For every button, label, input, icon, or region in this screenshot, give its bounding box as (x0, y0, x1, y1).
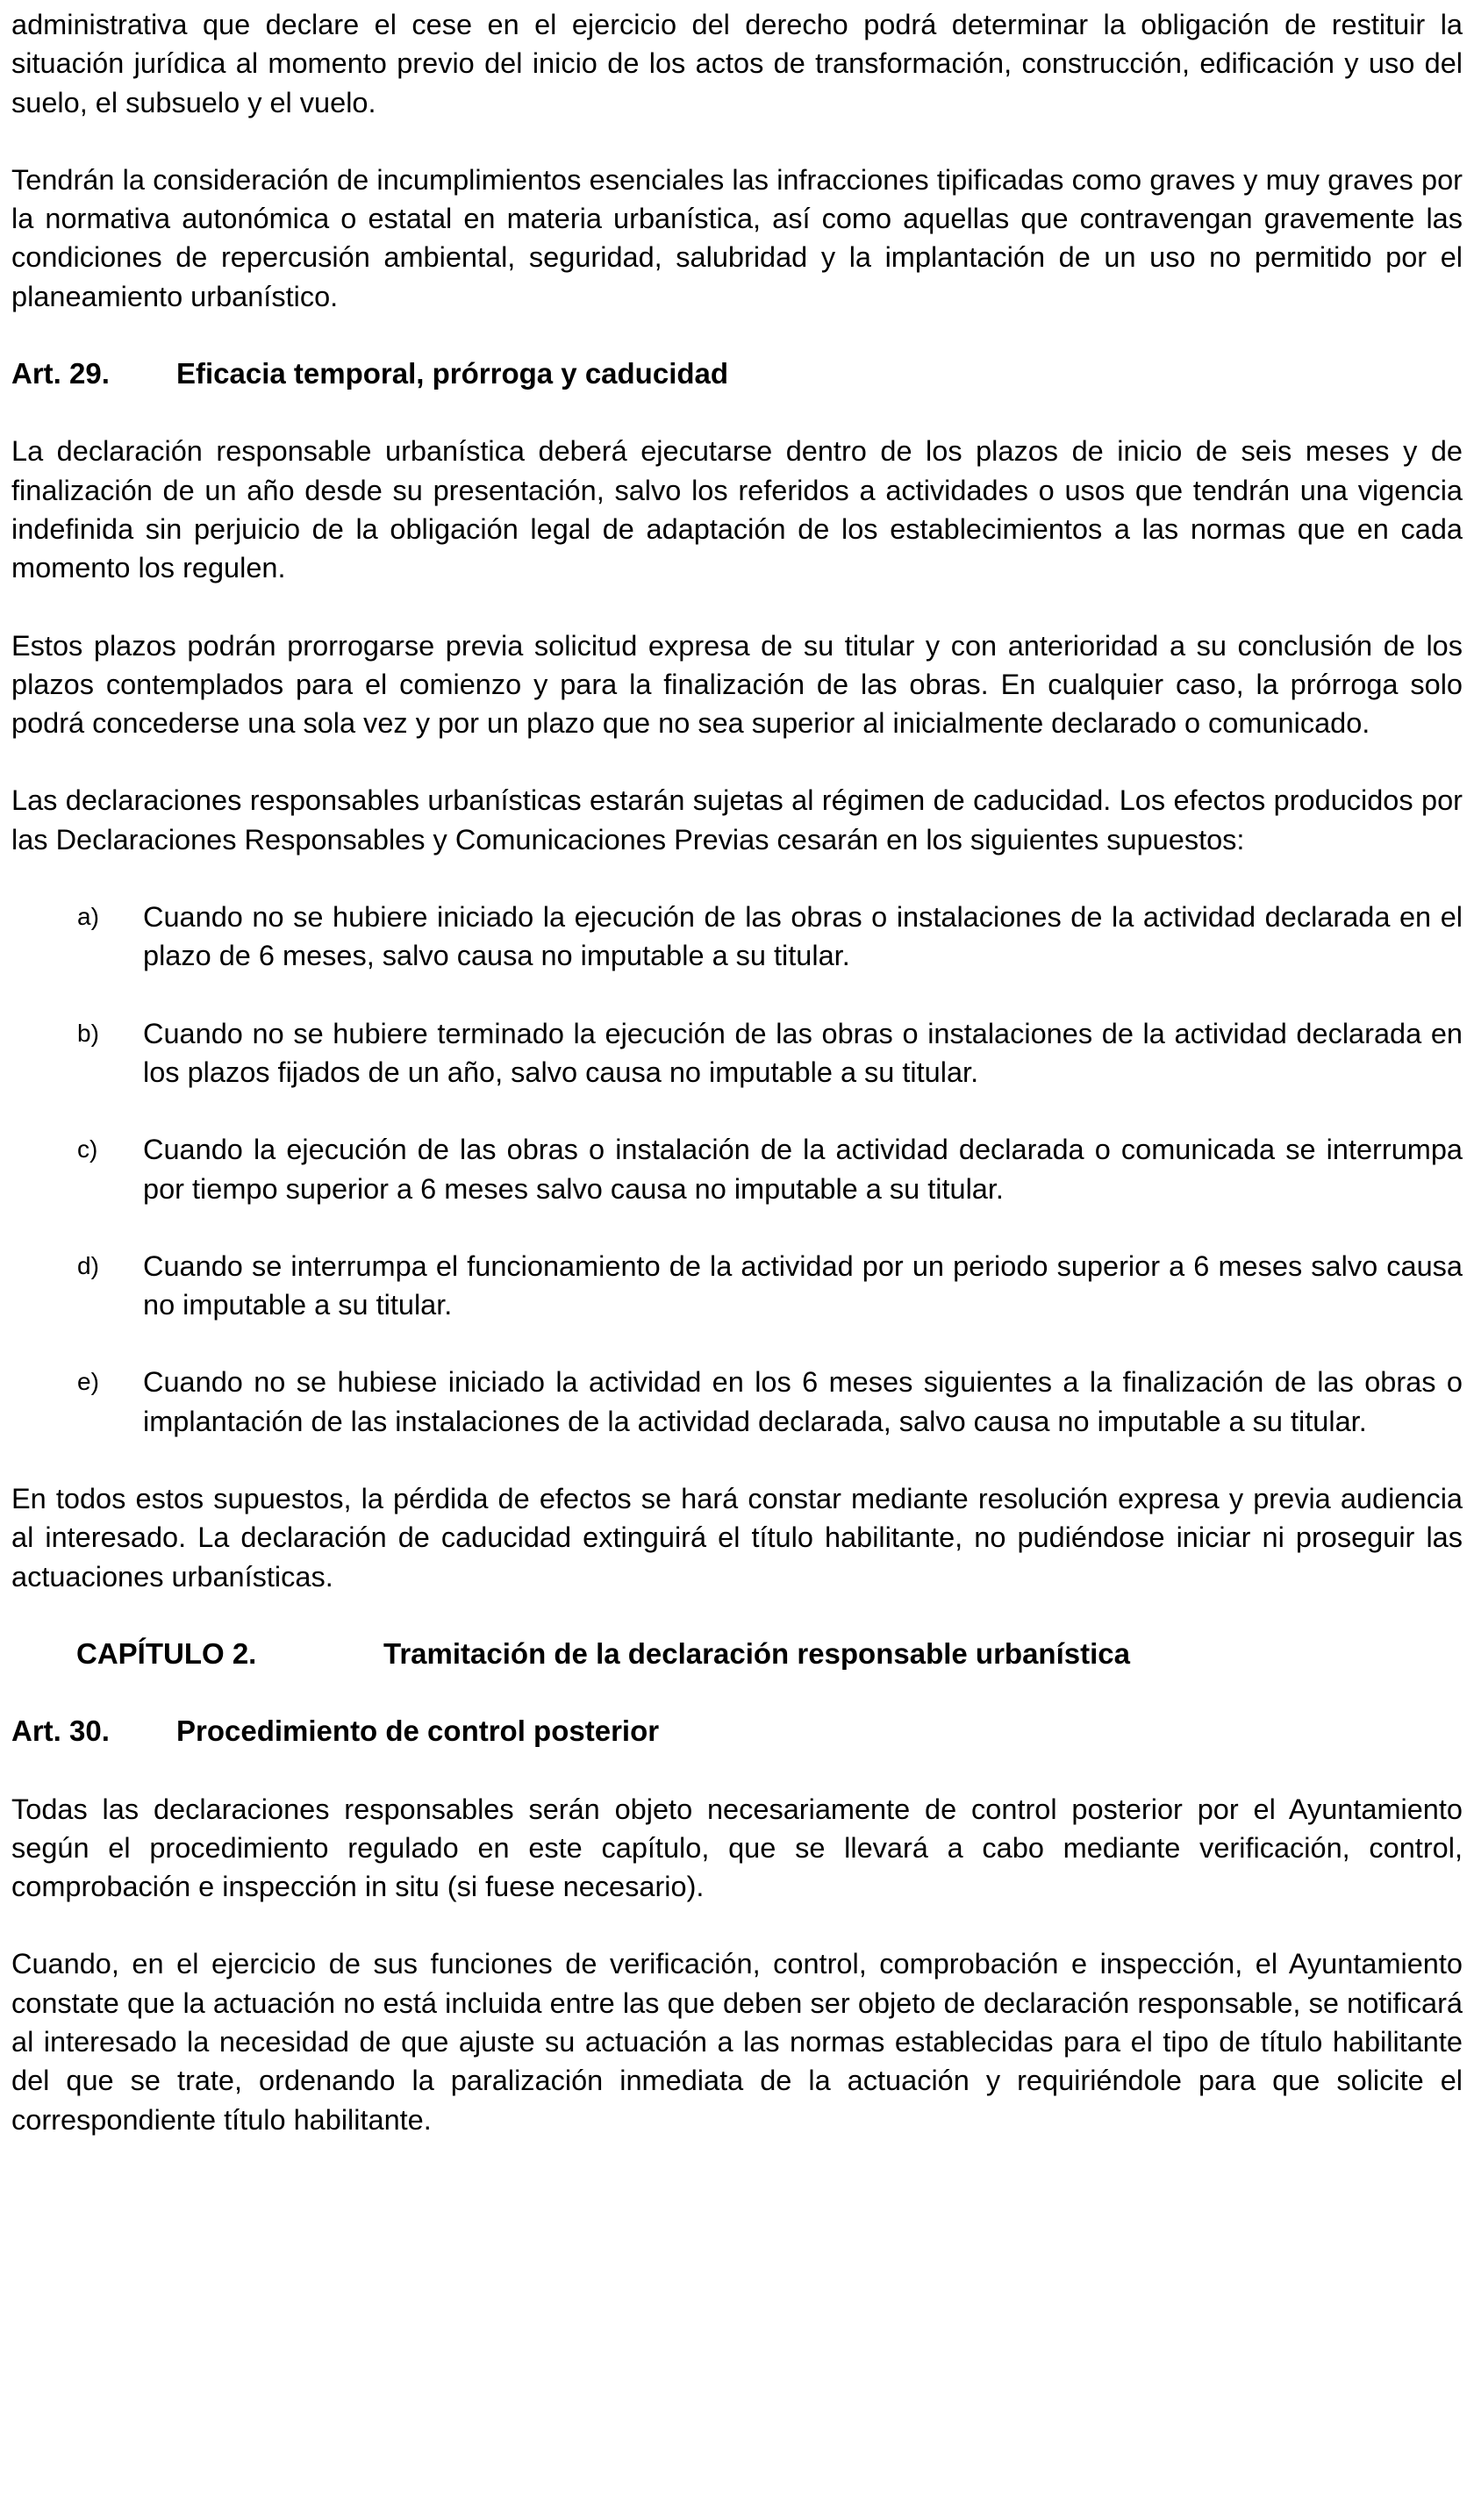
paragraph-extension: Estos plazos podrán prorrogarse previa solicitud expresa de su titular y con anterioridad a su conclusión de los plazos contemplados para el comienzo y para la finalización de las obras. En cualquier caso, la prórroga solo podrá concederse una sola vez y por un plazo que no sea superior al inicialmente declarado o comunicado. (11, 629, 1463, 740)
article-30-number: Art. 30. (11, 1715, 110, 1748)
chapter-2-number: CAPÍTULO 2. (76, 1636, 257, 1670)
paragraph-essential-breaches: Tendrán la consideración de incumplimientos esenciales las infracciones tipificadas como graves y muy graves por la normativa autonómica o estatal en materia urbanística, así como aquellas que contravengan gravemente las condiciones de repercusión ambiental, seguridad, salubridad y la implantación de un uso no permitido por el planeamiento urbanístico. (11, 163, 1463, 312)
list-item-letter: a) (77, 903, 99, 931)
list-item (11, 1363, 1463, 1441)
list-item-text: Cuando la ejecución de las obras o instalación de la actividad declarada o comunicada se interrumpa por tiempo superior a 6 meses salvo causa no imputable a su titular. (143, 1134, 1463, 1205)
article-29-title: Eficacia temporal, prórroga y caducidad (176, 357, 729, 390)
paragraph-deadlines: La declaración responsable urbanística deberá ejecutarse dentro de los plazos de inicio de seis meses y de finalización de un año desde su presentación, salvo los referidos a actividades o usos que tendrán una vigencia indefinida sin perjuicio de la obligación legal de adaptación de los establecimientos a las normas que en cada momento los regulen. (11, 435, 1463, 584)
article-30-heading (11, 1712, 1463, 1750)
paragraph-verification: Cuando, en el ejercicio de sus funciones de verificación, control, comprobación e inspección, el Ayuntamiento constate que la actuación no está incluida entre las que deben ser objeto de declaración responsable, se notificará al interesado la necesidad de que ajuste su actuación a las normas establecidas para el tipo de título habilitante del que se trate, ordenando la paralización inmediata de la actuación y requiriéndole para que solicite el correspondiente título habilitante. (11, 1948, 1463, 2136)
list-item-letter: c) (77, 1135, 98, 1163)
article-29-number: Art. 29. (11, 357, 110, 390)
list-item-text: Cuando se interrumpa el funcionamiento de la actividad por un periodo superior a 6 meses salvo causa no imputable a su titular. (143, 1249, 1463, 1321)
paragraph-loss-of-effects: En todos estos supuestos, la pérdida de efectos se hará constar mediante resolución expresa y previa audiencia al interesado. La declaración de caducidad extinguirá el título habilitante, no pudiéndose iniciar ni proseguir las actuaciones urbanísticas. (11, 1483, 1463, 1593)
article-29-heading (11, 354, 1463, 393)
list-item-letter: d) (77, 1251, 99, 1279)
list-item-letter: e) (77, 1368, 99, 1396)
paragraph-control: Todas las declaraciones responsables serán objeto necesariamente de control posterior por el Ayuntamiento según el procedimiento regulado en este capítulo, que se llevará a cabo mediante verificación, control, comprobación e inspección in situ (si fuese necesario). (11, 1793, 1463, 1903)
article-30-title: Procedimiento de control posterior (176, 1715, 660, 1748)
paragraph-expiry: Las declaraciones responsables urbanísticas estarán sujetas al régimen de caducidad. Los efectos producidos por las Declaraciones Responsables y Comunicaciones Previas cesarán en los siguientes supuestos: (11, 784, 1463, 856)
document-page (11, 5, 1463, 2139)
list-item (11, 1247, 1463, 1325)
chapter-2-heading (11, 1635, 1463, 1673)
list-item-letter: b) (77, 1019, 99, 1047)
list-item-text: Cuando no se hubiese iniciado la actividad en los 6 meses siguientes a la finalización de las obras o implantación de las instalaciones de la actividad declarada, salvo causa no imputable a su titular. (143, 1366, 1463, 1437)
list-item (11, 898, 1463, 976)
list-item (11, 1130, 1463, 1208)
list-item-text: Cuando no se hubiere iniciado la ejecución de las obras o instalaciones de la actividad declarada en el plazo de 6 meses, salvo causa no imputable a su titular. (143, 901, 1463, 972)
paragraph-restitution: administrativa que declare el cese en el ejercicio del derecho podrá determinar la obligación de restituir la situación jurídica al momento previo del inicio de los actos de transformación, construcción, edificación y uso del suelo, el subsuelo y el vuelo. (11, 9, 1463, 118)
list-item (11, 1014, 1463, 1092)
list-item-text: Cuando no se hubiere terminado la ejecución de las obras o instalaciones de la actividad declarada en los plazos fijados de un año, salvo causa no imputable a su titular. (143, 1017, 1463, 1088)
chapter-2-title: Tramitación de la declaración responsable urbanística (383, 1636, 1130, 1670)
